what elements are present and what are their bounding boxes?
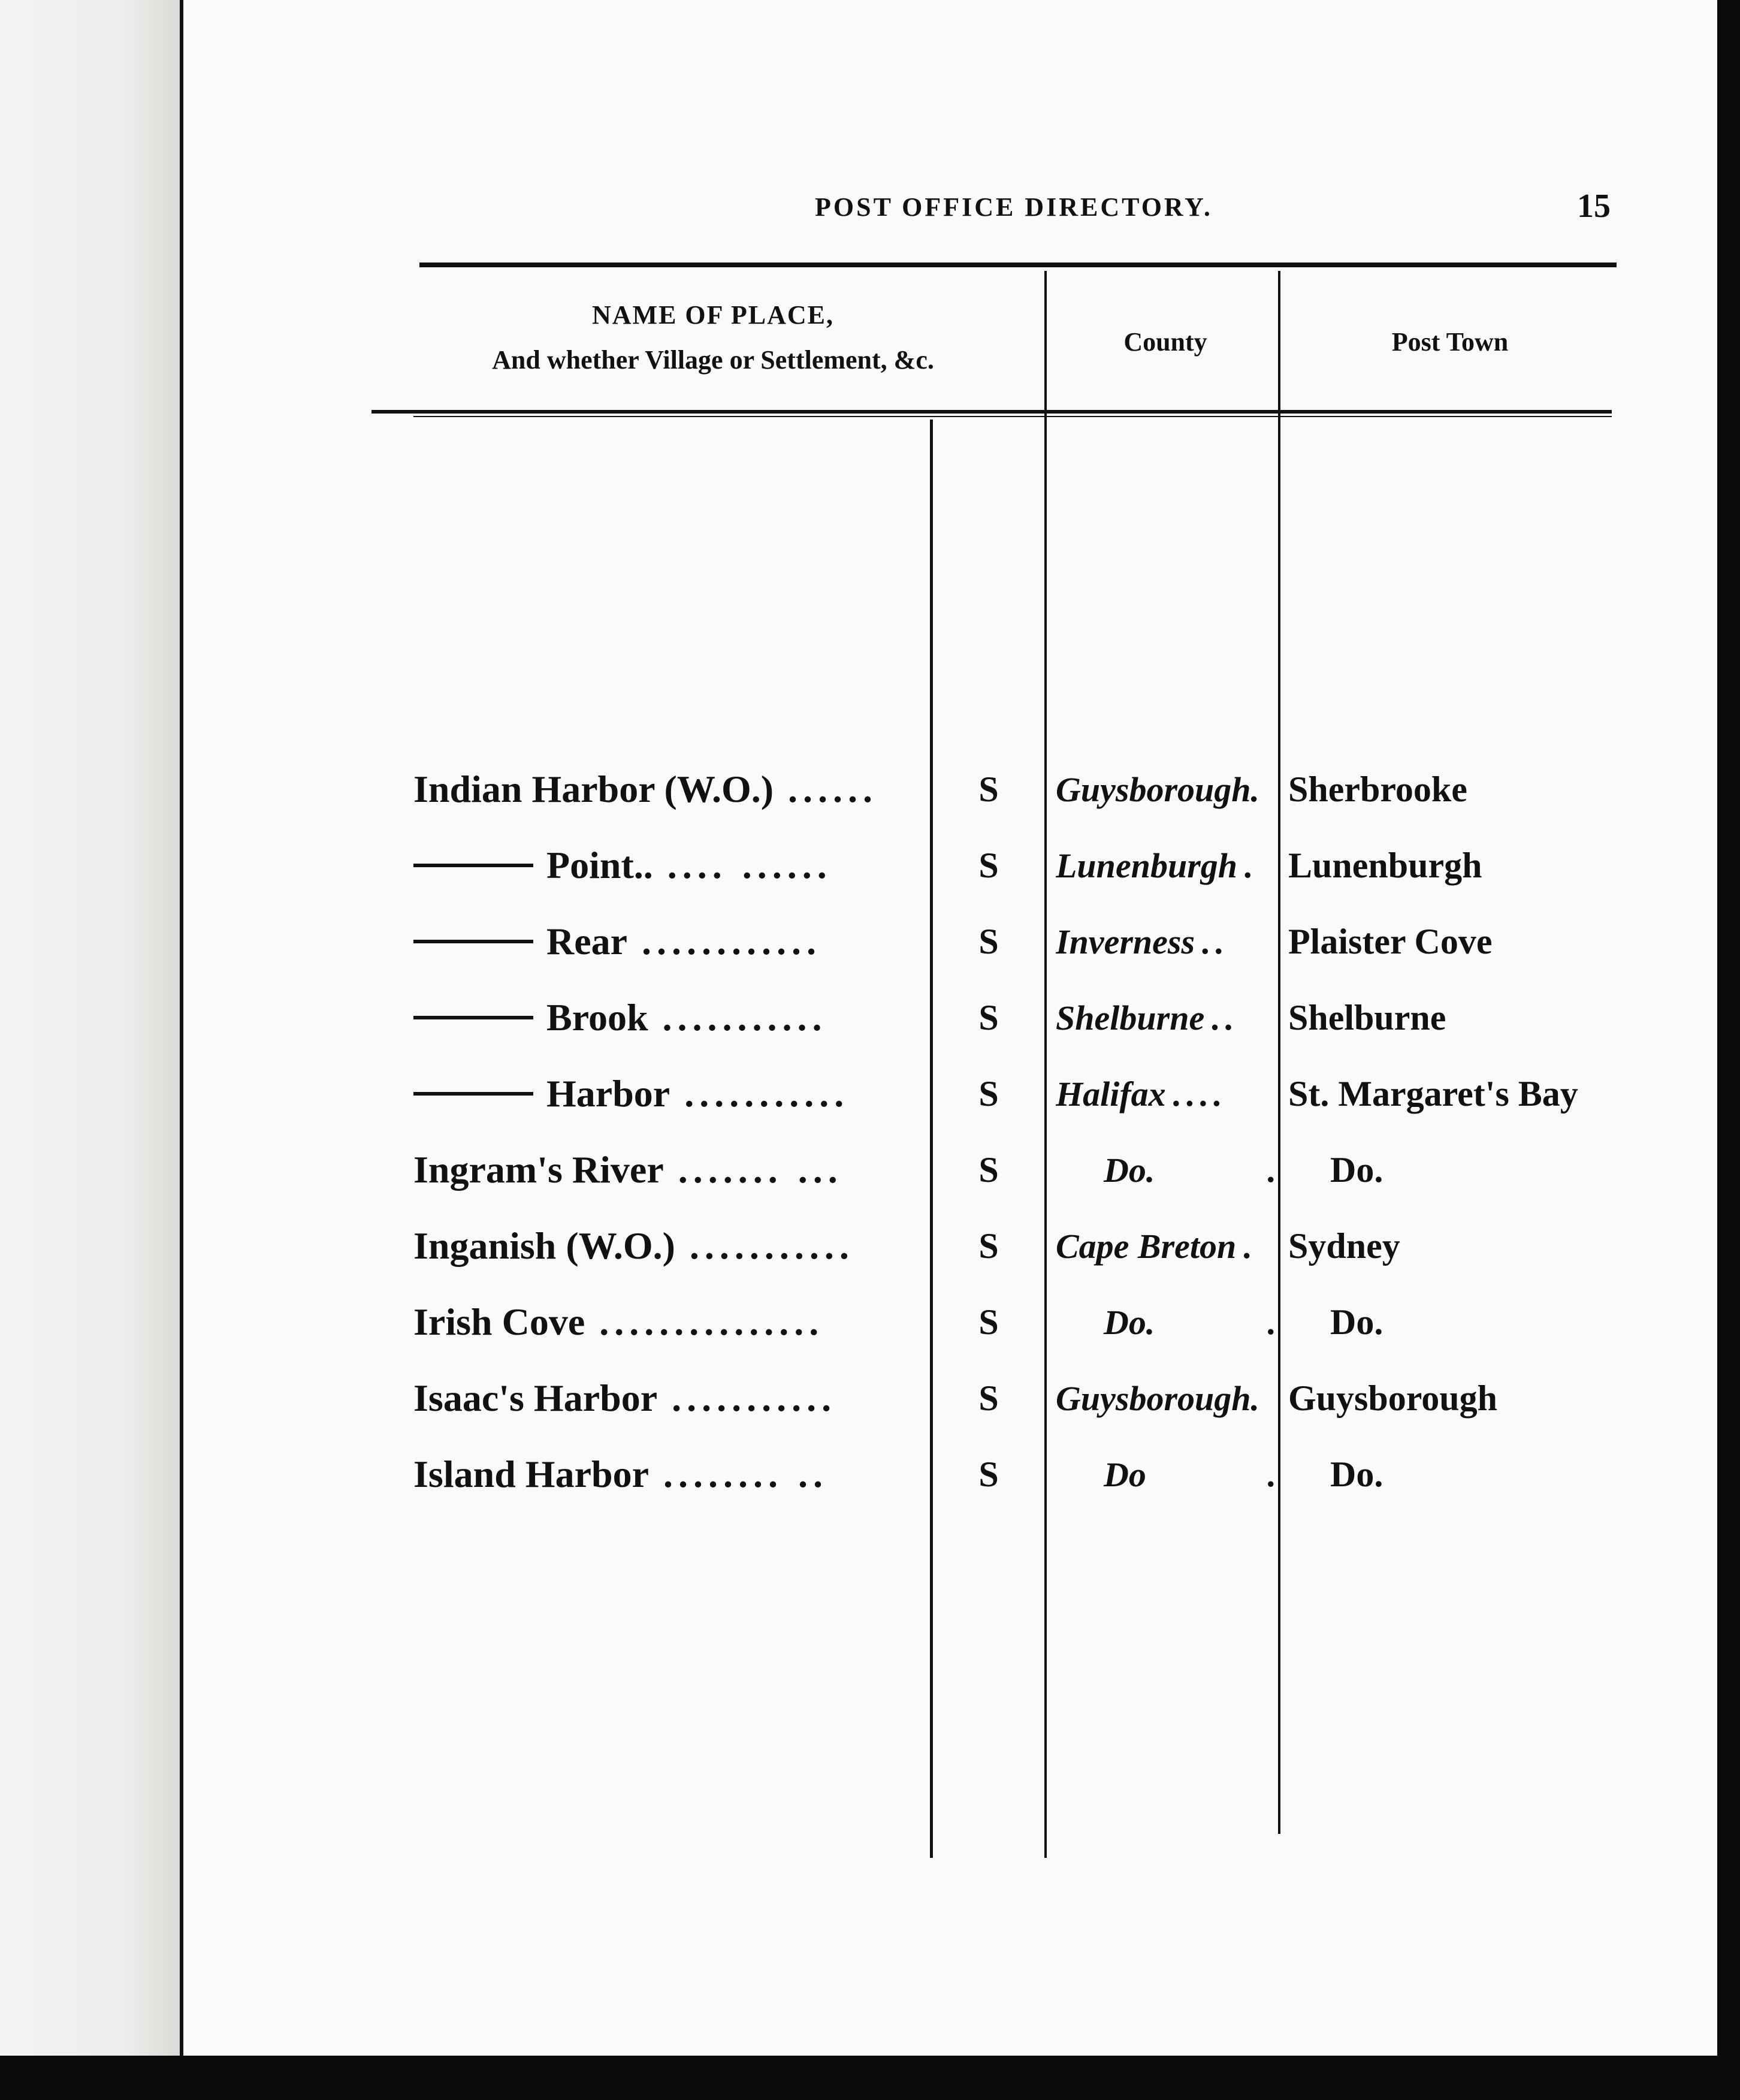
post-town: St. Margaret's Bay: [1288, 1073, 1578, 1114]
column-divider-county: [1278, 271, 1280, 1834]
county-cell: [1056, 1441, 1280, 1507]
dot-leader: ...............: [599, 1301, 824, 1343]
post-town: Do.: [1330, 1454, 1383, 1494]
table-row: [0, 985, 1740, 1051]
place-name: Irish Cove: [413, 1301, 585, 1343]
county-cell: [1056, 756, 1280, 822]
place-name-cell: [413, 909, 935, 974]
dot-leader: ...........: [672, 1377, 837, 1419]
post-town: Plaister Cove: [1288, 921, 1493, 961]
county-cell: [1056, 832, 1280, 898]
place-name: Indian Harbor (W.O.): [413, 768, 774, 810]
county-leader: .: [1266, 1455, 1280, 1494]
county-leader: .: [1243, 846, 1257, 885]
county-cell: [1056, 1061, 1280, 1127]
dot-leader: ......: [788, 768, 878, 810]
post-town: Lunenburgh: [1288, 845, 1482, 885]
county-name: Guysborough.: [1056, 770, 1260, 809]
place-name-cell: [413, 1441, 935, 1507]
county-cell: [1056, 1213, 1280, 1279]
county-name: Do.: [1104, 1302, 1155, 1342]
dot-leader: ...........: [684, 1072, 850, 1115]
running-title: POST OFFICE DIRECTORY.: [815, 192, 1213, 222]
settlement-code: S: [978, 769, 999, 809]
post-town: Guysborough: [1288, 1378, 1498, 1418]
county-name: Halifax: [1056, 1074, 1166, 1114]
top-rule: [419, 262, 1617, 267]
place-name-cell: [413, 1213, 935, 1279]
table-row: [0, 832, 1740, 898]
ditto-dash: [413, 940, 533, 943]
table-row: [0, 909, 1740, 974]
county-name: Inverness: [1056, 922, 1195, 961]
post-town: Shelburne: [1288, 997, 1446, 1037]
county-leader: .: [1266, 1150, 1280, 1190]
post-town: Do.: [1330, 1149, 1383, 1190]
header-village-or-settlement: And whether Village or Settlement, &c.: [492, 345, 934, 375]
place-name: Rear: [546, 920, 628, 962]
dot-leader: ............: [642, 920, 822, 962]
dot-leader: .... ......: [667, 844, 832, 886]
table-row: [0, 1441, 1740, 1507]
ditto-dash: [413, 1092, 533, 1096]
place-name-cell: [413, 832, 935, 898]
table-row: [0, 1365, 1740, 1431]
county-cell: [1056, 909, 1280, 974]
county-leader: ..: [1210, 998, 1238, 1037]
post-town: Sherbrooke: [1288, 769, 1467, 809]
place-name-cell: [413, 1137, 935, 1203]
settlement-code: S: [978, 1149, 999, 1190]
table-row: [0, 756, 1740, 822]
place-name: Brook: [546, 996, 648, 1039]
table-row: [0, 1289, 1740, 1355]
place-name: Harbor: [546, 1072, 670, 1115]
settlement-code: S: [978, 1454, 999, 1494]
settlement-code: S: [978, 1302, 999, 1342]
settlement-code: S: [978, 1378, 999, 1418]
ditto-dash: [413, 864, 533, 867]
place-name-cell: [413, 756, 935, 822]
place-name-cell: [413, 1289, 935, 1355]
dot-leader: ........ ..: [663, 1453, 828, 1495]
place-name: Inganish (W.O.): [413, 1224, 675, 1267]
header-bottom-rule: [371, 410, 1612, 414]
place-name: Island Harbor: [413, 1453, 649, 1495]
county-name: Guysborough.: [1056, 1378, 1260, 1418]
county-cell: [1056, 985, 1280, 1051]
place-name: Isaac's Harbor: [413, 1377, 658, 1419]
header-post-town: Post Town: [1391, 327, 1509, 357]
table-row: [0, 1137, 1740, 1203]
place-name: Point..: [546, 844, 653, 886]
county-leader: .: [1266, 1302, 1280, 1342]
dot-leader: ...........: [662, 996, 827, 1039]
dot-leader: ...........: [689, 1224, 854, 1267]
post-town: Do.: [1330, 1302, 1383, 1342]
county-name: Shelburne: [1056, 998, 1205, 1037]
table-row: [0, 1213, 1740, 1279]
post-town: Sydney: [1288, 1226, 1400, 1266]
county-cell: [1056, 1137, 1280, 1203]
county-name: Do: [1104, 1455, 1146, 1494]
header-county: County: [1123, 327, 1207, 357]
ditto-dash: [413, 1016, 533, 1019]
county-cell: [1056, 1289, 1280, 1355]
scan-border: [0, 2056, 1740, 2100]
table-row: [0, 1061, 1740, 1127]
county-name: Do.: [1104, 1150, 1155, 1190]
settlement-code: S: [978, 921, 999, 961]
header-name-of-place: NAME OF PLACE,: [591, 300, 835, 330]
county-name: Cape Breton: [1056, 1226, 1237, 1266]
page-number: 15: [1577, 188, 1611, 225]
county-name: Lunenburgh: [1056, 846, 1238, 885]
header-bottom-rule-thin: [413, 416, 1612, 417]
county-leader: .: [1242, 1226, 1256, 1266]
settlement-code: S: [978, 997, 999, 1037]
settlement-code: S: [978, 1226, 999, 1266]
settlement-code: S: [978, 1073, 999, 1114]
settlement-code: S: [978, 845, 999, 885]
place-name: Ingram's River: [413, 1148, 664, 1191]
place-name-cell: [413, 1365, 935, 1431]
county-cell: [1056, 1365, 1280, 1431]
place-name-cell: [413, 1061, 935, 1127]
county-leader: ..: [1201, 922, 1228, 961]
place-name-cell: [413, 985, 935, 1051]
dot-leader: ....... ...: [678, 1148, 843, 1191]
county-leader: ....: [1171, 1074, 1226, 1114]
